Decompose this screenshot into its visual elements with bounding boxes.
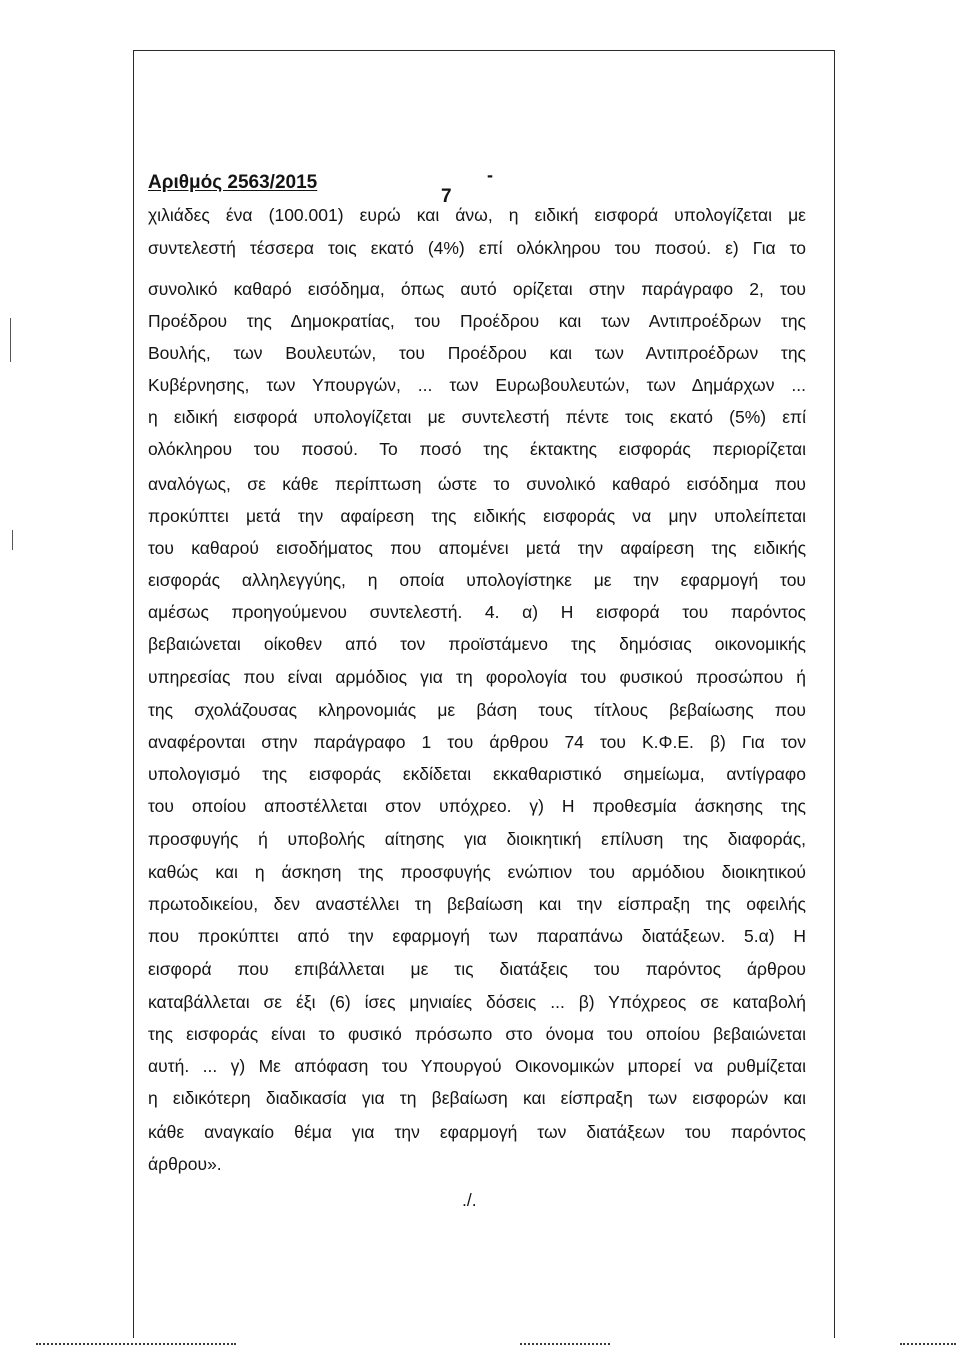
text-line: προσφυγής ή υποβολής αίτησης για διοικητική επίλυση της διαφοράς, (148, 829, 806, 849)
end-mark: ./. (462, 1190, 477, 1210)
text-line: αυτή. ... γ) Με απόφαση του Υπουργού Οικονομικών μπορεί να ρυθμίζεται (148, 1056, 806, 1076)
scan-noise-middle (520, 1343, 610, 1345)
text-line: πρωτοδικείου, δεν αναστέλλει τη βεβαίωση και την είσπραξη της οφειλής (148, 894, 806, 914)
text-line: Κυβέρνησης, των Υπουργών, ... των Ευρωβουλευτών, των Δημάρχων ... (148, 375, 806, 395)
text-line: προκύπτει μετά την αφαίρεση της ειδικής εισφοράς να μην υπολείπεται (148, 506, 806, 526)
text-line: του οποίου αποστέλλεται στον υπόχρεο. γ) Η προθεσμία άσκησης της (148, 796, 806, 816)
document-number: Αριθμός 2563/2015 (148, 172, 318, 193)
scan-noise-left (36, 1343, 236, 1345)
text-line: αμέσως προηγούμενου συντελεστή. 4. α) Η εισφορά του παρόντος (148, 602, 806, 622)
text-line: εισφορά που επιβάλλεται με τις διατάξεις του παρόντος άρθρου (148, 959, 806, 979)
text-line: καθώς και η άσκηση της προσφυγής ενώπιον του αρμόδιου διοικητικού (148, 862, 806, 882)
text-line: άρθρου». (148, 1154, 222, 1174)
text-line: υπηρεσίας που είναι αρμόδιος για τη φορολογία του φυσικού προσώπου ή (148, 667, 806, 687)
scan-artifact (12, 530, 13, 550)
text-line: της εισφοράς είναι το φυσικό πρόσωπο στο όνομα του οποίου βεβαιώνεται (148, 1024, 806, 1044)
text-line: αναλόγως, σε κάθε περίπτωση ώστε το συνολικό καθαρό εισόδημα που (148, 474, 806, 494)
text-line: βεβαιώνεται οίκοθεν από τον προϊστάμενο της δημόσιας οικονομικής (148, 634, 806, 654)
text-line: Προέδρου της Δημοκρατίας, του Προέδρου και των Αντιπροέδρων της (148, 311, 806, 331)
text-line: συνολικό καθαρό εισόδημα, όπως αυτό ορίζεται στην παράγραφο 2, του (148, 279, 806, 299)
scan-artifact (10, 318, 11, 362)
text-line: υπολογισμό της εισφοράς εκδίδεται εκκαθαριστικό σημείωμα, αντίγραφο (148, 764, 806, 784)
text-line: συντελεστή τέσσερα τοις εκατό (4%) επί ολόκληρου του ποσού. ε) Για το (148, 238, 806, 258)
text-line: η ειδικότερη διαδικασία για τη βεβαίωση και είσπραξη των εισφορών και (148, 1088, 806, 1108)
text-line: εισφοράς αλληλεγγύης, η οποία υπολογίστηκε με την εφαρμογή του (148, 570, 806, 590)
text-line: καταβάλλεται σε έξι (6) ίσες μηνιαίες δόσεις ... β) Υπόχρεος σε καταβολή (148, 992, 806, 1012)
text-line: που προκύπτει από την εφαρμογή των παραπάνω διατάξεων. 5.α) Η (148, 926, 806, 946)
text-line: Βουλής, των Βουλευτών, του Προέδρου και των Αντιπροέδρων της (148, 343, 806, 363)
page-number: 7 (441, 186, 452, 207)
text-line: του καθαρού εισοδήματος που απομένει μετά την αφαίρεση της ειδικής (148, 538, 806, 558)
text-line: η ειδική εισφορά υπολογίζεται με συντελεστή πέντε τοις εκατό (5%) επί (148, 407, 806, 427)
text-line: χιλιάδες ένα (100.001) ευρώ και άνω, η ειδική εισφορά υπολογίζεται με (148, 205, 806, 225)
text-line: ολόκληρου του ποσού. Το ποσό της έκτακτης εισφοράς περιορίζεται (148, 439, 806, 459)
scan-noise-right (900, 1343, 956, 1345)
text-line: αναφέρονται στην παράγραφο 1 του άρθρου 74 του Κ.Φ.Ε. β) Για τον (148, 732, 806, 752)
header-dash: - (487, 165, 493, 185)
text-line: της σχολάζουσας κληρονομιάς με βάση τους τίτλους βεβαίωσης που (148, 700, 806, 720)
text-line: κάθε αναγκαίο θέμα για την εφαρμογή των διατάξεων του παρόντος (148, 1122, 806, 1142)
